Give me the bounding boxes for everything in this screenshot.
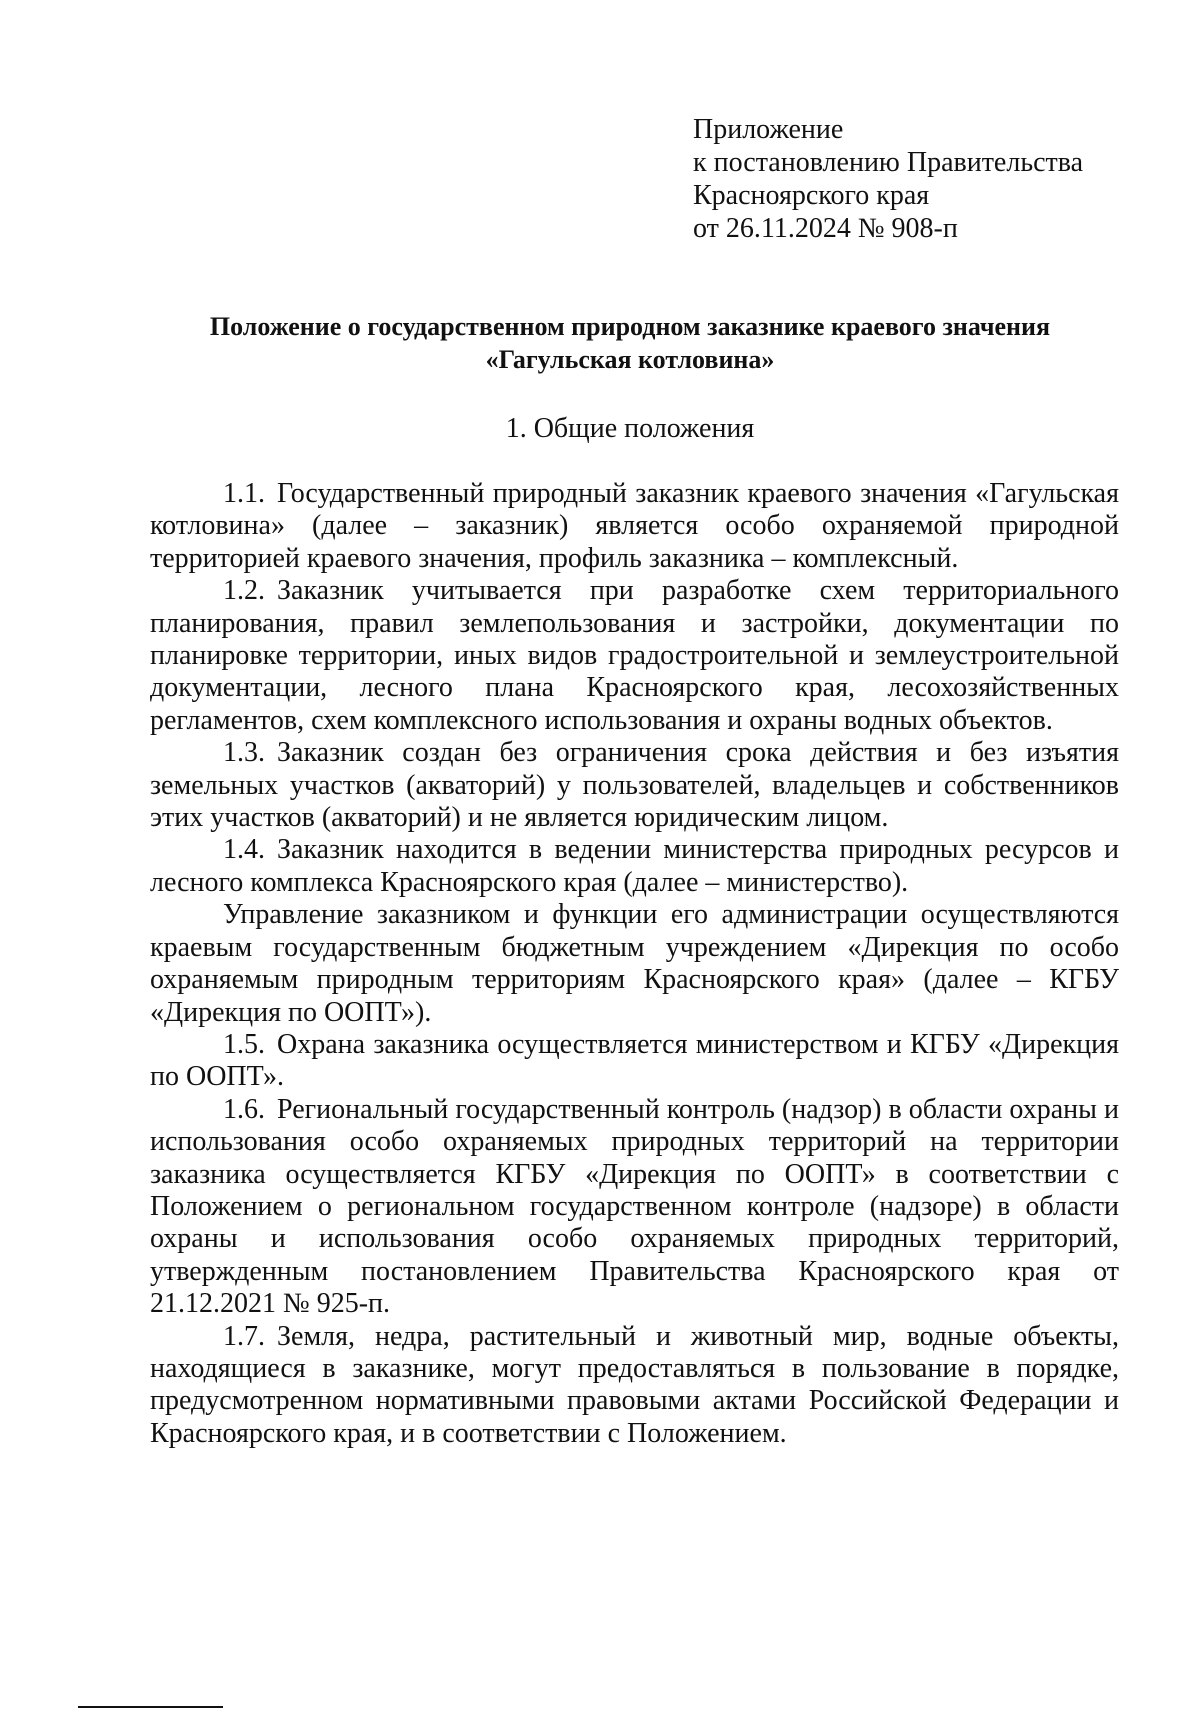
- paragraph-text: Управление заказником и функции его администрации осуществляются краевым государственным бюджетным учреждением «Дирекция по особо охраняемым природным территориям Красноярского края» (далее – КГБУ «Дирекция по ООПТ»).: [150, 899, 1119, 1028]
- document-title-line-2: «Гагульская котловина»: [485, 345, 775, 374]
- paragraph-1-7: [150, 1321, 1119, 1451]
- footnote-divider: [78, 1706, 223, 1708]
- paragraph-number: 1.3.: [223, 737, 265, 769]
- paragraph-number: 1.1.: [223, 478, 265, 509]
- paragraph-1-2: [150, 575, 1119, 737]
- paragraph-1-3: [150, 737, 1119, 834]
- document-title: [150, 310, 1110, 376]
- paragraph-number: 1.5.: [223, 1028, 265, 1060]
- section-heading: 1. Общие положения: [505, 413, 755, 444]
- paragraph-number: 1.4.: [223, 834, 265, 866]
- paragraph-text: Заказник находится в ведении министерства природных ресурсов и лесного комплекса Красноярского края (далее – министерство).: [150, 834, 1119, 898]
- paragraph-number: 1.6.: [223, 1093, 265, 1125]
- paragraph-text: Региональный государственный контроль (надзор) в области охраны и использования особо охраняемых природных территорий на территории заказника осуществляется КГБУ «Дирекция по ООПТ» в соответствии с Положением о региональном государственном контроле (надзоре) в области охраны и использования особо охраняемых природных территорий, утвержденным постановлением Правительства Красноярского края от 21.12.2021 № 925-п.: [150, 1093, 1119, 1320]
- appendix-line: Красноярского края: [693, 180, 930, 211]
- paragraph-1-1: [150, 478, 1119, 575]
- appendix-line: к постановлению Правительства: [693, 147, 1084, 178]
- paragraph-text: Заказник учитывается при разработке схем территориального планирования, правил землепользования и застройки, документации по планировке территории, иных видов градостроительной и землеустроительной документации, лесного плана Красноярского края, лесохозяйственных регламентов, схем комплексного использования и охраны водных объектов.: [150, 575, 1119, 736]
- paragraph-1-5: [150, 1029, 1119, 1094]
- appendix-line: Приложение: [693, 114, 844, 145]
- appendix-header: [693, 113, 1153, 245]
- paragraph-text: Государственный природный заказник краевого значения «Гагульская котловина» (далее – заказник) является особо охраняемой природной территорией краевого значения, профиль заказника – комплексный.: [150, 478, 1119, 574]
- paragraph-1-4: [150, 834, 1119, 899]
- document-body: [150, 478, 1119, 1450]
- document-title-line-1: Положение о государственном природном заказнике краевого значения: [209, 312, 1051, 341]
- paragraph-number: 1.2.: [223, 575, 265, 607]
- paragraph-management: [150, 899, 1119, 1029]
- paragraph-text: Заказник создан без ограничения срока действия и без изъятия земельных участков (акваторий) у пользователей, владельцев и собственников этих участков (акваторий) и не является юридическим лицом.: [150, 737, 1119, 834]
- paragraph-text: Охрана заказника осуществляется министерством и КГБУ «Дирекция по ООПТ».: [150, 1028, 1119, 1093]
- paragraph-1-6: [150, 1094, 1119, 1321]
- appendix-date-line: от 26.11.2024 № 908-п: [693, 213, 958, 244]
- paragraph-number: 1.7.: [223, 1320, 265, 1352]
- paragraph-text: Земля, недра, растительный и животный мир, водные объекты, находящиеся в заказнике, могут предоставляться в пользование в порядке, предусмотренном нормативными правовыми актами Российской Федерации и Красноярского края, и в соответствии с Положением.: [150, 1320, 1119, 1449]
